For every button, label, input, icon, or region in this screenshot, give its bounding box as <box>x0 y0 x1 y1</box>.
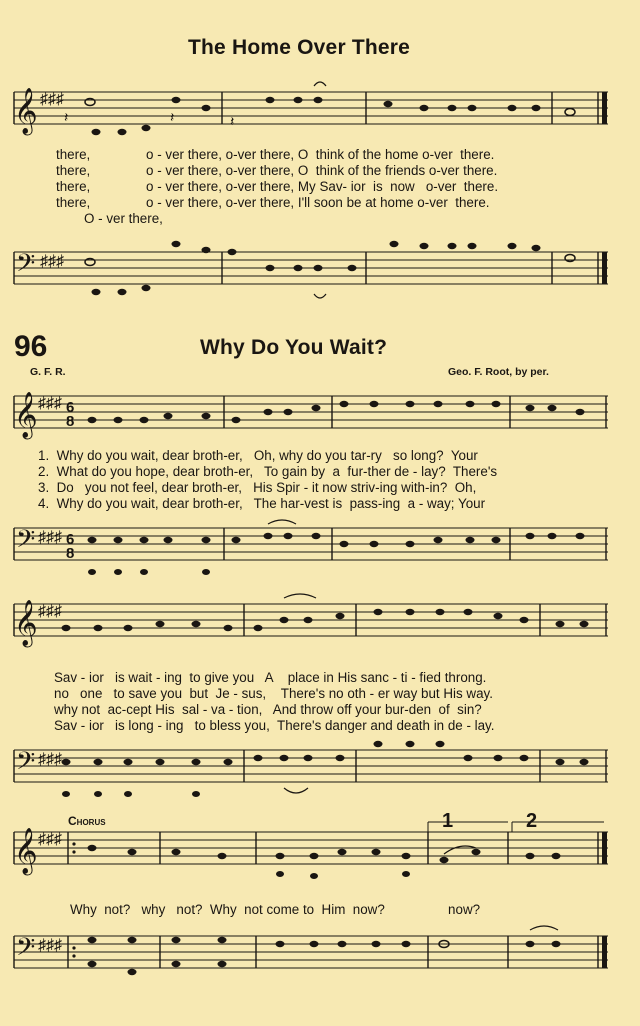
staff-bass-b1 <box>0 516 640 596</box>
volta-first-ending: 1 <box>442 810 454 832</box>
verse-line-a4: there, o - ver there, o-ver there, I'll soon be at home o-ver there. <box>56 195 490 210</box>
credit-music: Geo. F. Root, by per. <box>448 366 549 378</box>
svg-text:6: 6 <box>66 399 75 416</box>
chorus-label: Chorus <box>68 814 106 828</box>
verse-3-part2: why not ac-cept His sal - va - tion, And throw off your bur-den of sin? <box>54 702 482 717</box>
svg-text:𝄢: 𝄢 <box>16 525 36 560</box>
svg-text:♯♯♯: ♯♯♯ <box>38 603 62 620</box>
svg-text:8: 8 <box>66 545 75 562</box>
staff-bass-a <box>0 230 640 320</box>
volta-second-ending: 2 <box>526 810 538 832</box>
credit-words: G. F. R. <box>30 366 66 378</box>
svg-text:♯♯♯: ♯♯♯ <box>38 937 62 954</box>
svg-text:𝄢: 𝄢 <box>16 933 36 968</box>
verse-1-part1: 1. Why do you wait, dear broth-er, Oh, why do you tar-ry so long? Your <box>38 448 478 463</box>
svg-text:𝄽: 𝄽 <box>170 109 175 125</box>
svg-text:𝄢: 𝄢 <box>16 249 36 284</box>
svg-text:♯♯♯: ♯♯♯ <box>38 395 62 412</box>
hymn-title-home-over-there: The Home Over There <box>188 36 411 59</box>
verse-line-a1: there, o - ver there, o-ver there, O think of the home o-ver there. <box>56 147 495 162</box>
staff-treble-b2 <box>0 590 640 670</box>
svg-text:6: 6 <box>66 531 75 548</box>
verse-4-part1: 4. Why do you wait, dear broth-er, The har-vest is pass-ing a - way; Your <box>38 496 486 511</box>
verse-line-a2: there, o - ver there, o-ver there, O think of the friends o-ver there. <box>56 163 498 178</box>
verse-2-part2: no one to save you but Je - sus, There's no oth - er way but His way. <box>54 686 493 701</box>
svg-text:𝄞: 𝄞 <box>14 88 38 134</box>
svg-text:♯♯♯: ♯♯♯ <box>38 751 62 768</box>
hymn-number: 96 <box>14 330 48 363</box>
svg-text:♯♯♯: ♯♯♯ <box>38 831 62 848</box>
svg-text:♯♯♯: ♯♯♯ <box>40 91 64 108</box>
staff-bass-chorus <box>0 922 640 1002</box>
verse-line-a3: there, o - ver there, o-ver there, My Sav- ior is now o-ver there. <box>56 179 499 194</box>
refrain-cue: O - ver there, <box>84 211 163 226</box>
svg-text:𝄞: 𝄞 <box>14 392 38 438</box>
verse-4-part2: Sav - ior is long - ing to bless you, There's danger and death in de - lay. <box>54 718 495 733</box>
svg-text:𝄽: 𝄽 <box>64 109 69 125</box>
verse-2-part1: 2. What do you hope, dear broth-er, To gain by a fur-ther de - lay? There's <box>38 464 498 479</box>
verse-1-part2: Sav - ior is wait - ing to give you A place in His sanc - ti - fied throng. <box>54 670 487 685</box>
svg-text:𝄞: 𝄞 <box>14 828 38 874</box>
svg-text:𝄞: 𝄞 <box>14 600 38 646</box>
svg-text:8: 8 <box>66 413 75 430</box>
svg-text:♯♯♯: ♯♯♯ <box>38 529 62 546</box>
svg-text:𝄽: 𝄽 <box>230 113 235 129</box>
chorus-lyrics: Why not? why not? Why not come to Him now? now? <box>70 902 481 917</box>
svg-text:♯♯♯: ♯♯♯ <box>40 253 64 270</box>
svg-text:𝄢: 𝄢 <box>16 747 36 782</box>
staff-bass-b2 <box>0 738 640 818</box>
verse-3-part1: 3. Do you not feel, dear broth-er, His Spir - it now striv-ing with-in? Oh, <box>38 480 477 495</box>
hymn-title-why-do-you-wait: Why Do You Wait? <box>200 336 388 359</box>
staff-treble-chorus <box>0 818 640 898</box>
